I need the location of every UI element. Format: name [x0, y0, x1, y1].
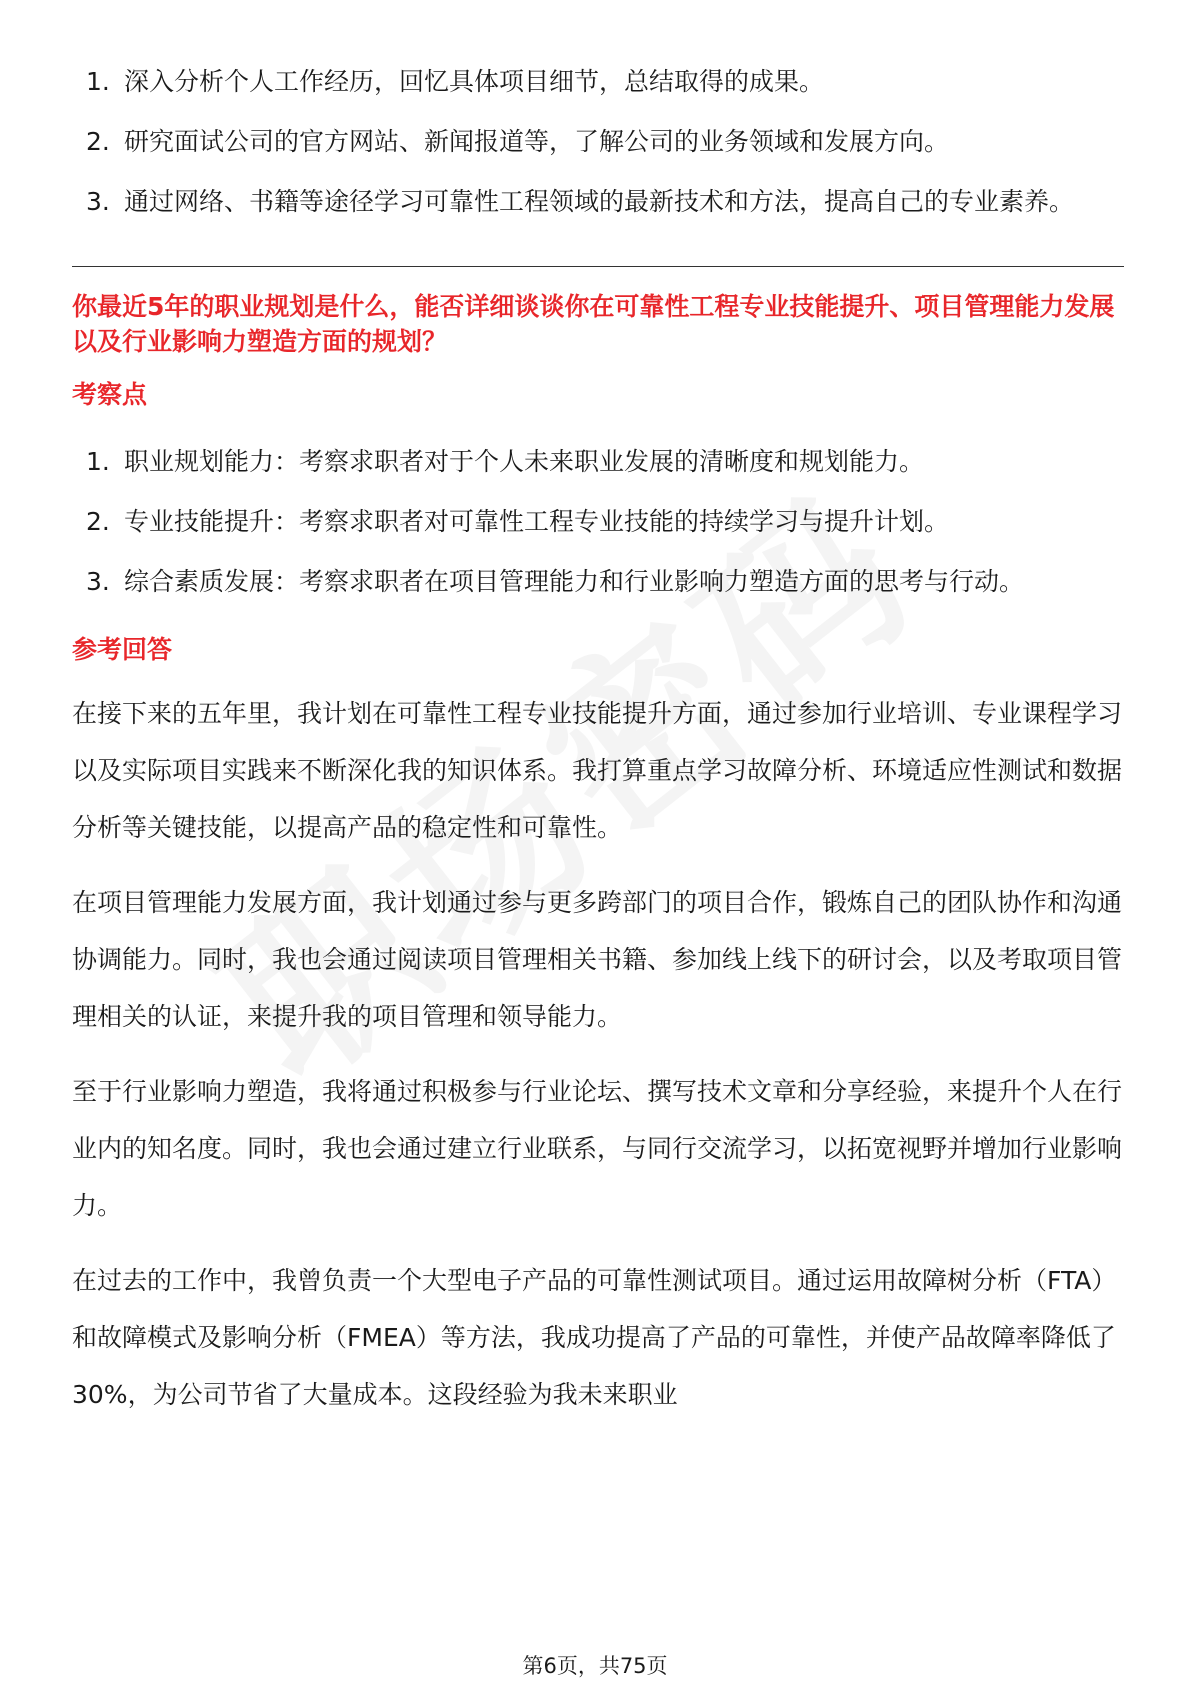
list-number: 1.	[86, 447, 110, 476]
list-item	[72, 52, 1124, 112]
list-text: 职业规划能力：考察求职者对于个人未来职业发展的清晰度和规划能力。	[124, 447, 925, 476]
list-text: 通过网络、书籍等途径学习可靠性工程领域的最新技术和方法，提高自己的专业素养。	[124, 187, 1075, 216]
answer-paragraph: 在接下来的五年里，我计划在可靠性工程专业技能提升方面，通过参加行业培训、专业课程学习以及实际项目实践来不断深化我的知识体系。我打算重点学习故障分析、环境适应性测试和数据分析等关键技能，以提高产品的稳定性和可靠性。	[72, 699, 1123, 842]
list-number: 2.	[86, 127, 110, 156]
page-footer: 第6页，共75页	[522, 1654, 668, 1678]
list-text: 深入分析个人工作经历，回忆具体项目细节，总结取得的成果。	[124, 67, 825, 96]
list-item	[72, 172, 1124, 232]
list-text: 综合素质发展：考察求职者在项目管理能力和行业影响力塑造方面的思考与行动。	[124, 567, 1025, 596]
document-page	[72, 52, 1124, 1423]
list-text: 研究面试公司的官方网站、新闻报道等，了解公司的业务领域和发展方向。	[124, 127, 950, 156]
answer-title: 参考回答	[72, 635, 173, 664]
answer-paragraph: 在项目管理能力发展方面，我计划通过参与更多跨部门的项目合作，锻炼自己的团队协作和沟通协调能力。同时，我也会通过阅读项目管理相关书籍、参加线上线下的研讨会，以及考取项目管理相关的认证，来提升我的项目管理和领导能力。	[72, 888, 1123, 1031]
question-heading: 你最近5年的职业规划是什么，能否详细谈谈你在可靠性工程专业技能提升、项目管理能力发展以及行业影响力塑造方面的规划？	[72, 292, 1115, 356]
list-item	[72, 552, 1124, 612]
list-number: 3.	[86, 187, 110, 216]
section-divider	[72, 266, 1124, 267]
list-item	[72, 432, 1124, 492]
assess-list	[72, 432, 1124, 612]
answer-paragraph: 在过去的工作中，我曾负责一个大型电子产品的可靠性测试项目。通过运用故障树分析（FTA）和故障模式及影响分析（FMEA）等方法，我成功提高了产品的可靠性，并使产品故障率降低了30%，为公司节省了大量成本。这段经验为我未来职业	[72, 1266, 1117, 1409]
list-number: 1.	[86, 67, 110, 96]
list-number: 3.	[86, 567, 110, 596]
list-text: 专业技能提升：考察求职者对可靠性工程专业技能的持续学习与提升计划。	[124, 507, 950, 536]
list-number: 2.	[86, 507, 110, 536]
list-item	[72, 492, 1124, 552]
prep-list	[72, 52, 1124, 232]
list-item	[72, 112, 1124, 172]
answer-paragraph: 至于行业影响力塑造，我将通过积极参与行业论坛、撰写技术文章和分享经验，来提升个人在行业内的知名度。同时，我也会通过建立行业联系，与同行交流学习，以拓宽视野并增加行业影响力。	[72, 1077, 1123, 1220]
assess-title: 考察点	[72, 380, 148, 409]
